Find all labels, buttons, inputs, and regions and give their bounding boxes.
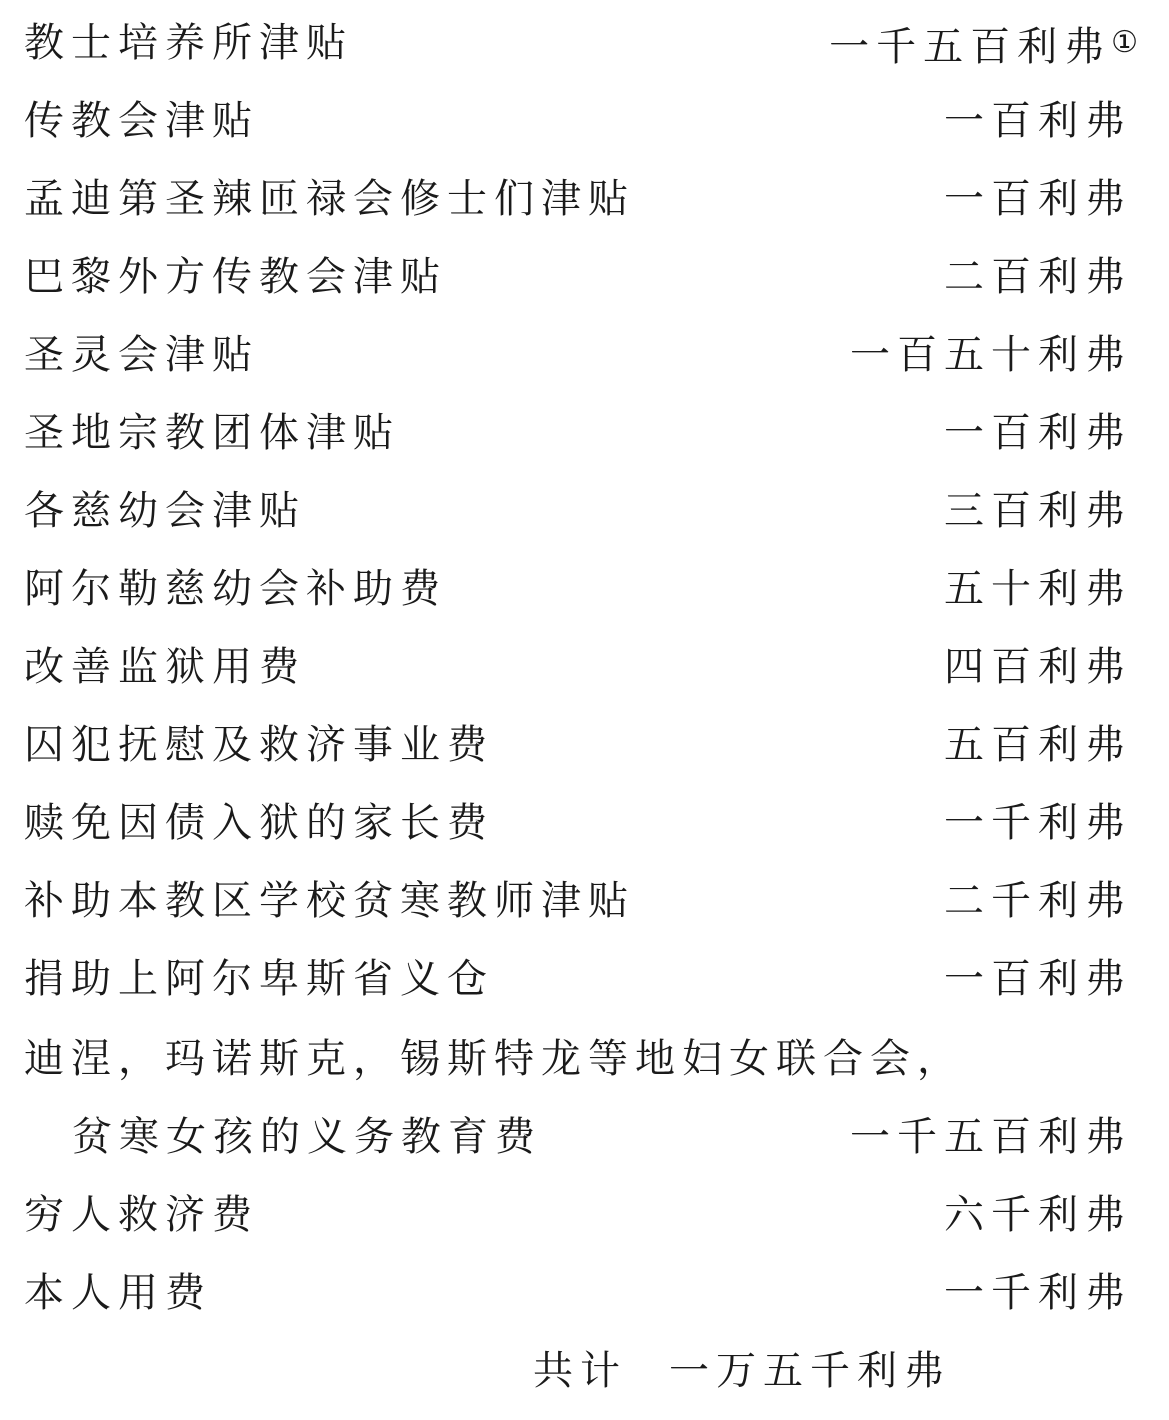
entry-row [24, 1030, 1132, 1088]
entry-amount: 五十利弗 [944, 566, 1132, 612]
total-amount: 一万五千利弗 [669, 1348, 951, 1394]
entry-amount: 一百利弗 [944, 956, 1132, 1002]
entry-label: 本人用费 [24, 1270, 212, 1316]
entry-row [24, 1186, 1132, 1244]
entry-amount: 一百利弗 [944, 176, 1132, 222]
entry-row [24, 794, 1132, 852]
entry-row [24, 248, 1132, 306]
entry-amount: 一千利弗 [944, 800, 1132, 846]
entry-row [24, 950, 1132, 1008]
entry-amount: 三百利弗 [944, 488, 1132, 534]
entry-row [24, 92, 1132, 150]
entry-label: 囚犯抚慰及救济事业费 [24, 722, 494, 768]
entry-label: 各慈幼会津贴 [24, 488, 306, 534]
entry-row [24, 872, 1132, 930]
entry-amount: 二百利弗 [944, 254, 1132, 300]
entry-amount: 一百五十利弗 [850, 332, 1132, 378]
total-label: 共计 [533, 1348, 627, 1394]
entry-label: 巴黎外方传教会津贴 [24, 254, 447, 300]
entry-label: 迪涅，玛诺斯克，锡斯特龙等地妇女联合会， [24, 1036, 964, 1082]
entry-amount: 一千五百利弗① [829, 24, 1138, 70]
entry-label: 捐助上阿尔卑斯省义仓 [24, 956, 494, 1002]
entry-amount: 一百利弗 [944, 98, 1132, 144]
entry-label: 赎免因债入狱的家长费 [24, 800, 494, 846]
entry-amount: 一千利弗 [944, 1270, 1132, 1316]
entry-row [24, 560, 1132, 618]
total-row [533, 1342, 951, 1400]
entry-row [24, 404, 1132, 462]
entry-label: 补助本教区学校贫寒教师津贴 [24, 878, 635, 924]
entry-label: 穷人救济费 [24, 1192, 259, 1238]
entry-row-continuation [24, 1108, 1132, 1166]
entry-label: 改善监狱用费 [24, 644, 306, 690]
entry-row [24, 716, 1132, 774]
entry-amount: 一千五百利弗 [850, 1114, 1132, 1160]
entry-amount: 一百利弗 [944, 410, 1132, 456]
entry-row [24, 14, 1138, 72]
entry-label: 贫寒女孩的义务教育费 [72, 1114, 542, 1160]
entry-amount: 二千利弗 [944, 878, 1132, 924]
entry-label: 孟迪第圣辣匝禄会修士们津贴 [24, 176, 635, 222]
entry-label: 传教会津贴 [24, 98, 259, 144]
entry-row [24, 1264, 1132, 1322]
footnote-marker: ① [1111, 25, 1138, 60]
entry-label: 圣地宗教团体津贴 [24, 410, 400, 456]
entry-label: 圣灵会津贴 [24, 332, 259, 378]
entry-row [24, 482, 1132, 540]
entry-label: 教士培养所津贴 [24, 20, 353, 66]
entry-amount: 五百利弗 [944, 722, 1132, 768]
entry-row [24, 326, 1132, 384]
entry-label: 阿尔勒慈幼会补助费 [24, 566, 447, 612]
entry-row [24, 638, 1132, 696]
entry-amount: 六千利弗 [944, 1192, 1132, 1238]
entry-row [24, 170, 1132, 228]
entry-amount: 四百利弗 [944, 644, 1132, 690]
